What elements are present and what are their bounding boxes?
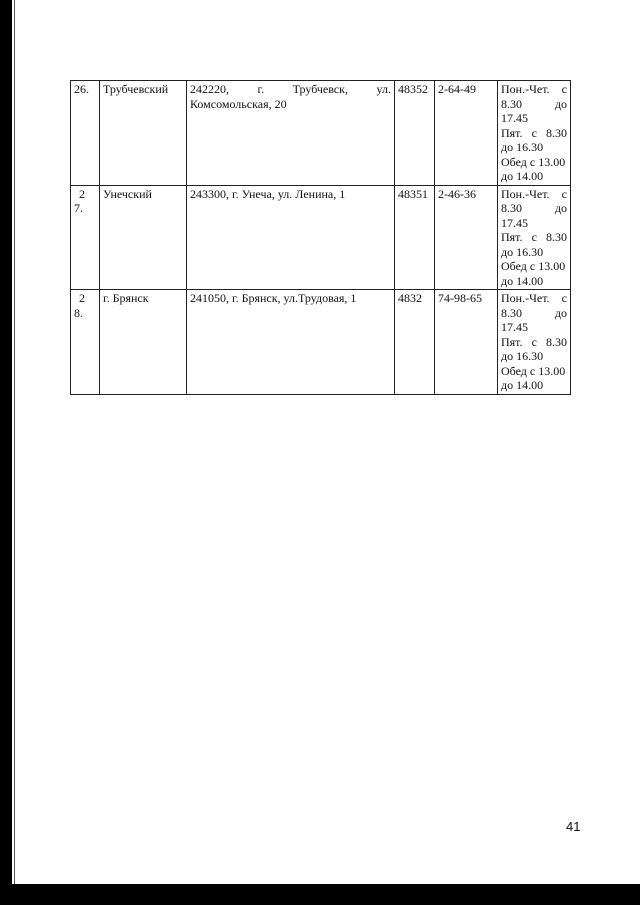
row-number-text: 2 — [79, 186, 85, 201]
scan-edge-line — [14, 0, 15, 884]
scan-edge-left — [0, 0, 12, 905]
table-row — [71, 81, 571, 186]
hours-word: с — [531, 334, 537, 349]
hours-word: 8.30 — [501, 201, 522, 215]
hours-line: 17.45 — [501, 215, 528, 230]
hours-line — [501, 201, 567, 216]
working-hours — [498, 185, 571, 290]
row-number — [71, 185, 100, 290]
row-number — [71, 290, 100, 395]
hours-line — [501, 187, 567, 202]
hours-word: Пят. — [501, 125, 523, 140]
table-row — [71, 185, 571, 290]
hours-word: с — [561, 186, 567, 201]
phone-code: 4832 — [395, 290, 435, 395]
address-line — [190, 82, 391, 97]
hours-word: Пят. — [501, 230, 523, 244]
hours-line — [501, 230, 567, 245]
hours-word: Пят. — [501, 334, 523, 349]
hours-line — [501, 126, 567, 141]
hours-word: до — [554, 305, 567, 320]
row-number-text: 7. — [74, 201, 83, 215]
address-word: г. — [257, 82, 265, 96]
working-hours — [498, 81, 571, 186]
hours-line: Обед с 13.00 — [501, 363, 566, 378]
row-number-text: 2 — [79, 291, 85, 305]
hours-line — [501, 335, 567, 350]
working-hours — [498, 290, 571, 395]
hours-word: Пон.-Чет. — [501, 186, 550, 201]
hours-word: с — [561, 291, 567, 305]
address-word: Трубчевск, — [292, 82, 348, 96]
address: 243300, г. Унеча, ул. Ленина, 1 — [187, 185, 395, 290]
hours-line — [501, 291, 567, 306]
address-word: 242220, — [190, 82, 229, 96]
hours-line: до 14.00 — [501, 169, 544, 183]
hours-word: Пон.-Чет. — [501, 82, 550, 96]
hours-line — [501, 82, 567, 97]
row-number-text: 26. — [74, 82, 89, 96]
scan-edge-bottom — [0, 884, 640, 905]
hours-line — [501, 97, 567, 112]
phone-number: 74-98-65 — [435, 290, 498, 395]
hours-line: до 16.30 — [501, 244, 544, 259]
district-name: г. Брянск — [100, 290, 187, 395]
hours-word: 8.30 — [501, 305, 522, 320]
hours-line: Обед с 13.00 — [501, 154, 566, 169]
hours-word: с — [531, 125, 537, 140]
hours-word: до — [554, 96, 567, 111]
phone-number: 2-46-36 — [435, 185, 498, 290]
hours-word: Пон.-Чет. — [501, 291, 550, 305]
hours-word: до — [554, 201, 567, 215]
hours-word: 8.30 — [545, 125, 567, 140]
hours-word: с — [561, 82, 567, 96]
hours-line: до 16.30 — [501, 349, 544, 363]
hours-line: до 16.30 — [501, 140, 544, 154]
row-number-text: 8. — [74, 305, 83, 320]
hours-line: до 14.00 — [501, 273, 544, 288]
hours-line — [501, 306, 567, 321]
hours-word: 8.30 — [545, 334, 567, 349]
address: 241050, г. Брянск, ул.Трудовая, 1 — [187, 290, 395, 395]
address-word: ул. — [376, 82, 391, 96]
offices-table — [70, 80, 571, 395]
hours-line: 17.45 — [501, 320, 528, 334]
phone-code: 48352 — [395, 81, 435, 186]
district-name: Трубчевский — [100, 81, 187, 186]
address — [187, 81, 395, 186]
hours-line: 17.45 — [501, 111, 528, 125]
address-line: Комсомольская, 20 — [190, 96, 287, 111]
table-row — [71, 290, 571, 395]
row-number — [71, 81, 100, 186]
page-number: 41 — [566, 819, 581, 834]
phone-number: 2-64-49 — [435, 81, 498, 186]
hours-line: до 14.00 — [501, 378, 544, 392]
hours-word: 8.30 — [545, 230, 567, 244]
hours-line: Обед с 13.00 — [501, 259, 566, 273]
phone-code: 48351 — [395, 185, 435, 290]
hours-word: 8.30 — [501, 96, 522, 111]
district-name: Унечский — [100, 185, 187, 290]
hours-word: с — [531, 230, 537, 244]
